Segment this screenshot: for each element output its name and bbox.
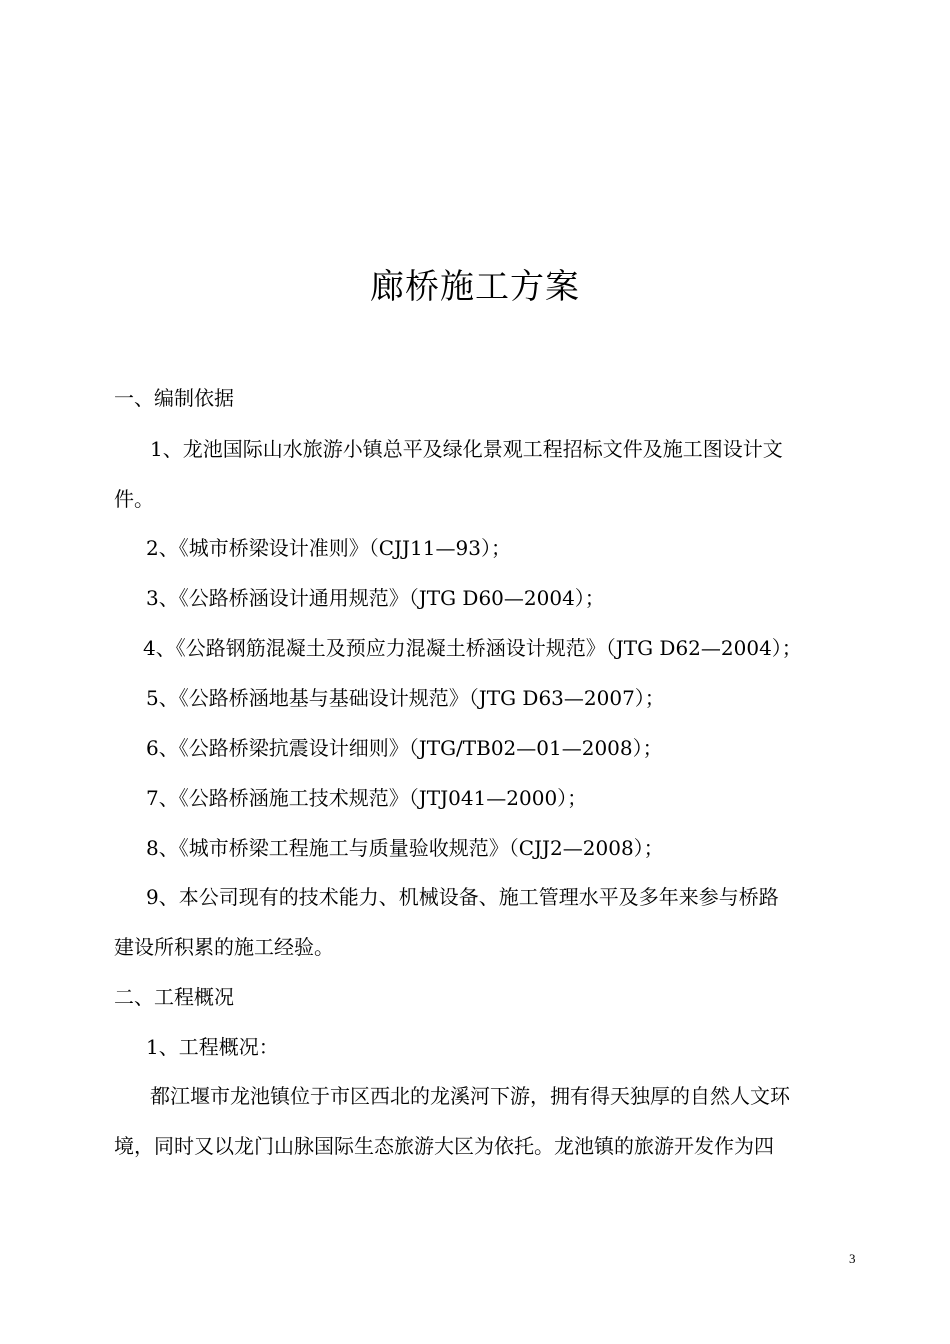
overview-paragraph-line-1: 都江堰市龙池镇位于市区西北的龙溪河下游，拥有得天独厚的自然人文环	[150, 1084, 790, 1108]
basis-item-7: 7、《公路桥涵施工技术规范》（JTJ041—2000）；	[146, 786, 588, 810]
basis-item-9-line-2: 建设所积累的施工经验。	[114, 935, 334, 959]
basis-item-6: 6、《公路桥梁抗震设计细则》（JTG/TB02—01—2008）；	[146, 736, 663, 760]
basis-item-4: 4、《公路钢筋混凝土及预应力混凝土桥涵设计规范》（JTG D62—2004）；	[143, 636, 802, 660]
basis-item-2: 2、《城市桥梁设计准则》（CJJ11—93）；	[146, 536, 511, 560]
overview-sub-heading: 1、工程概况：	[146, 1035, 279, 1059]
basis-item-5: 5、《公路桥涵地基与基础设计规范》（JTG D63—2007）；	[146, 686, 665, 710]
document-title: 廊桥施工方案	[370, 267, 580, 307]
basis-item-1-line-1: 1、龙池国际山水旅游小镇总平及绿化景观工程招标文件及施工图设计文	[150, 437, 783, 461]
basis-item-8: 8、《城市桥梁工程施工与质量验收规范》（CJJ2—2008）；	[146, 836, 664, 860]
basis-item-1-line-2: 件。	[114, 487, 154, 511]
basis-item-3: 3、《公路桥涵设计通用规范》（JTG D60—2004）；	[146, 586, 605, 610]
section-heading-basis: 一、编制依据	[114, 386, 234, 410]
basis-item-9-line-1: 9、本公司现有的技术能力、机械设备、施工管理水平及多年来参与桥路	[146, 885, 779, 909]
page-number: 3	[849, 1251, 856, 1266]
overview-paragraph-line-2: 境，同时又以龙门山脉国际生态旅游大区为依托。龙池镇的旅游开发作为四	[114, 1134, 774, 1158]
section-heading-overview: 二、工程概况	[114, 985, 234, 1009]
